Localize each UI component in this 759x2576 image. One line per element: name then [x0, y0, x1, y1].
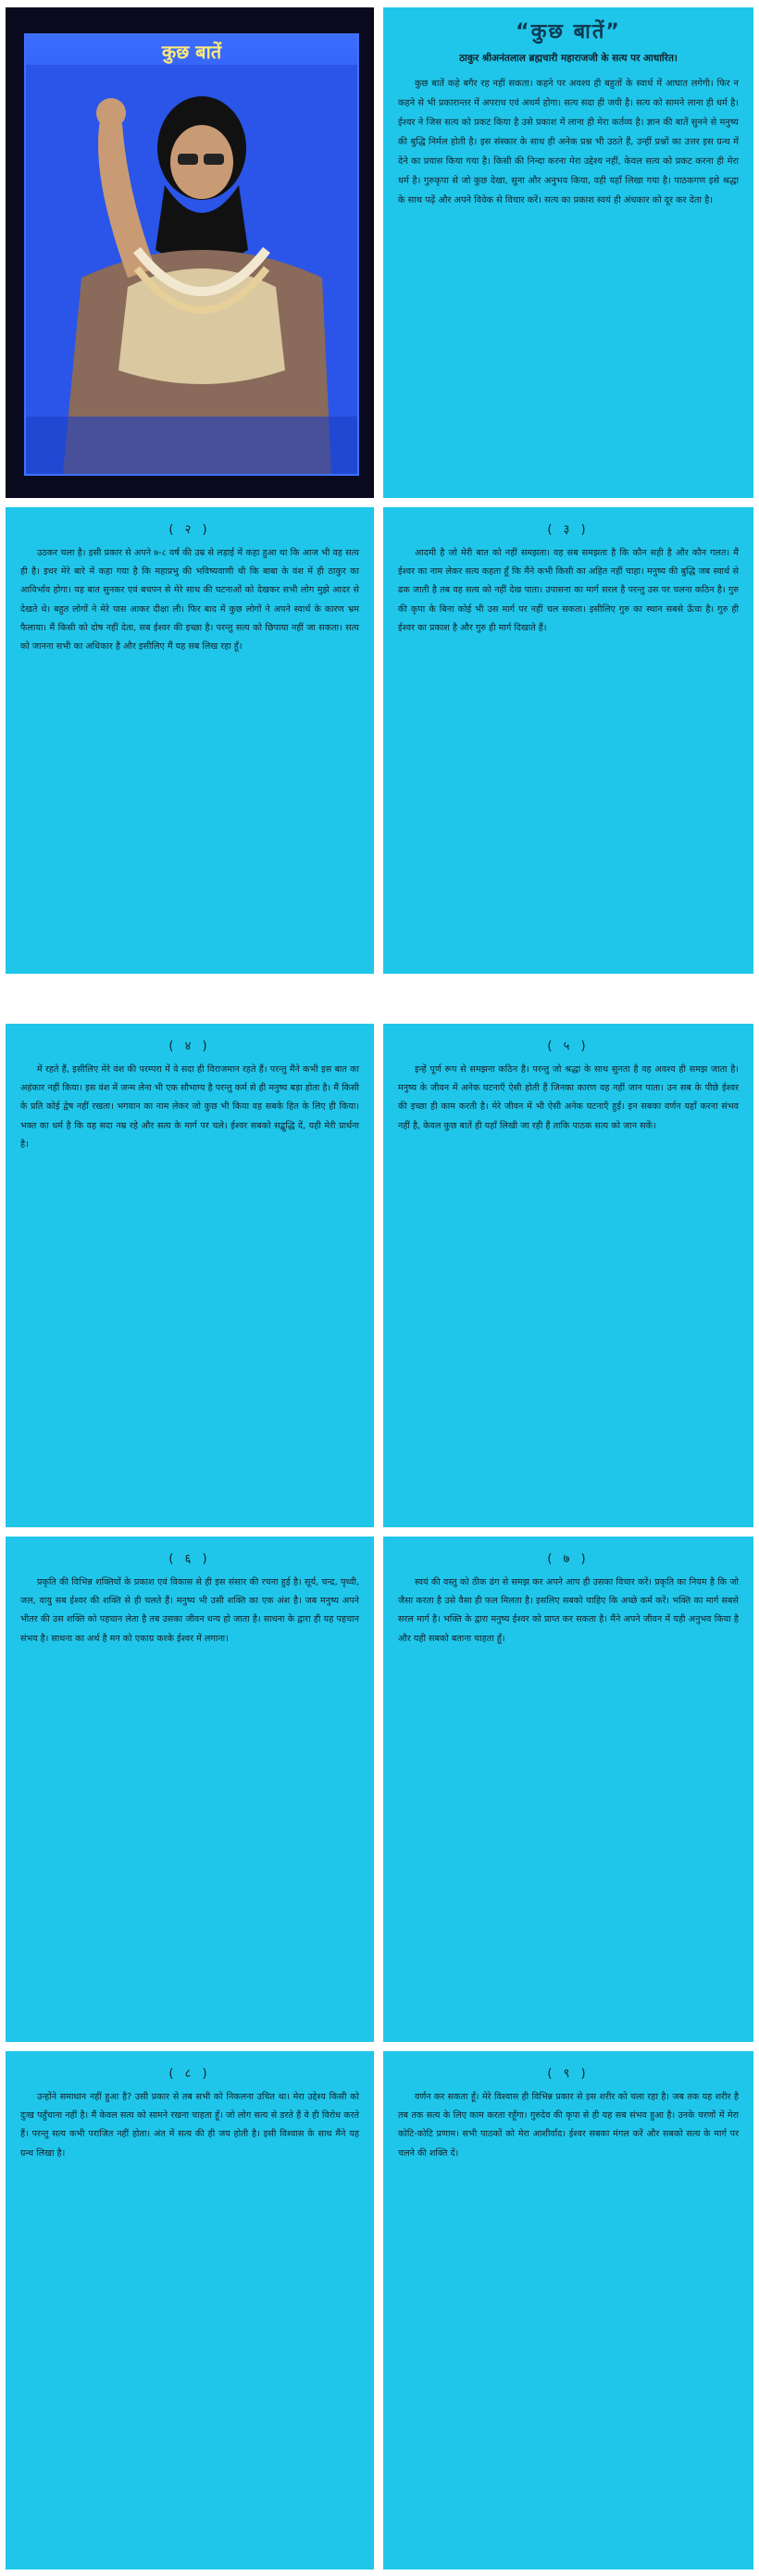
- page-body: [383, 1061, 753, 1136]
- page-text: में रहते हैं, इसीलिए मेरे वंश की परम्परा में वे सदा ही विराजमान रहते हैं। परन्तु मैंने कभी इस बात का अहंकार नहीं किया। इस वंश में जन्म लेना भी एक सौभाग्य है परन्तु कर्म से ही मनुष्य बड़ा होता है। मैं किसी के प्रति कोई द्वेष नहीं रखता। भगवान का नाम लेकर जो कुछ भी किया वह सबके हित के लिए ही किया। भक्त का धर्म है कि वह सदा नम्र रहे और सत्य के मार्ग पर चले। ईश्वर सबको सद्बुद्धि दें, यही मेरी प्रार्थना है।: [20, 1064, 359, 1150]
- page-number: ( ५ ): [547, 1039, 590, 1053]
- page-number: ( ४ ): [168, 1039, 211, 1053]
- page-number: ( ७ ): [547, 1552, 590, 1566]
- page-body: [6, 2088, 374, 2163]
- page-panel-6: [6, 1537, 374, 2042]
- page-text: आदमी है जो मेरी बात को नहीं समझता। वह सब समझता है कि कौन सही है और कौन गलत। मैं ईश्वर का नाम लेकर सत्य कहता हूँ कि मैंने कभी किसी का अहित नहीं चाहा। मनुष्य की बुद्धि जब स्वार्थ से ढक जाती है तब वह सत्य को नहीं देख पाता। उपासना का मार्ग सरल है परन्तु उस पर चलना कठिन है। गुरु की कृपा के बिना कोई भी उस मार्ग पर नहीं चल सकता। इसीलिए गुरु का स्थान सबसे ऊँचा है। गुरु ही ईश्वर का प्रकाश है और गुरु ही मार्ग दिखाते हैं।: [398, 548, 739, 633]
- page-panel-3: [383, 507, 753, 974]
- page-body: [6, 1061, 374, 1154]
- page-text: प्रकृति की विभिन्न शक्तियों के प्रकाश एवं विकास से ही इस संसार की रचना हुई है। सूर्य, चन्द्र, पृथ्वी, जल, वायु सब ईश्वर की शक्ति से ही चलते हैं। मनुष्य भी उसी शक्ति का एक अंश है। जब मनुष्य अपने भीतर की उस शक्ति को पहचान लेता है तब उसका जीवन धन्य हो जाता है। साधना के द्वारा ही यह पहचान संभव है। साधना का अर्थ है मन को एकाग्र करके ईश्वर में लगाना।: [20, 1577, 359, 1644]
- cover-panel: [6, 7, 374, 498]
- page-number: ( ८ ): [168, 2067, 211, 2081]
- intro-subtitle: ठाकुर श्रीअनंतलाल ब्रह्मचारी महाराजजी के सत्य पर आधारित।: [459, 53, 678, 64]
- page-text: वर्णन कर सकता हूँ। मेरे विश्वास ही विभिन्न प्रकार से इस शरीर को चला रहा है। जब तक यह शरीर है तब तक सत्य के लिए काम करता रहूँगा। गुरुदेव की कृपा से ही यह सब संभव हुआ है। उनके चरणों में मेरा कोटि-कोटि प्रणाम। सभी पाठकों को मेरा आशीर्वाद। ईश्वर सबका मंगल करें और सबको सत्य के मार्ग पर चलने की शक्ति दें।: [398, 2092, 739, 2159]
- page-body: [6, 1574, 374, 1649]
- cover-frame: [24, 33, 359, 476]
- page-panel-5: [383, 1024, 753, 1527]
- page-panel-8: [6, 2051, 374, 2570]
- portrait-image: [26, 65, 357, 474]
- page-text: स्वयं की वस्तु को ठीक ढंग से समझ कर अपने आप ही उसका विचार करें। प्रकृति का नियम है कि जो जैसा करता है उसे वैसा ही फल मिलता है। इसलिए सबको चाहिए कि अच्छे कर्म करें। भक्ति का मार्ग सबसे सरल मार्ग है। भक्ति के द्वारा मनुष्य ईश्वर को प्राप्त कर सकता है। मैंने अपने जीवन में यही अनुभव किया है और यही सबको बताना चाहता हूँ।: [398, 1577, 739, 1644]
- page-number: ( ६ ): [168, 1552, 211, 1566]
- page-panel-2: [6, 507, 374, 974]
- page-body: [383, 2088, 753, 2163]
- page-text: उठकर चला है। इसी प्रकार से अपने ७-८ वर्ष की उम्र से लड़ाई में कहा हुआ था कि आज भी वह सत्य ही है। इधर मेरे बारे में कहा गया है कि महाप्रभु की भविष्यवाणी थी कि बाबा के वंश में ही ठाकुर का आविर्भाव होगा। यह बात सुनकर एवं बचपन से मेरे साथ की घटनाओं को देखकर सभी लोग मुझे आदर से देखते थे। बहुत लोगों ने मेरे पास आकर दीक्षा ली। फिर बाद में कुछ लोगों ने अपने स्वार्थ के कारण भ्रम फैलाया। मैं किसी को दोष नहीं देता, सब ईश्वर की इच्छा है। परन्तु सत्य को छिपाया नहीं जा सकता। सत्य को जानना सभी का अधिकार है और इसीलिए मैं यह सब लिख रहा हूँ।: [20, 548, 359, 653]
- intro-panel: [383, 7, 753, 498]
- page-body: [383, 544, 753, 638]
- page-number: ( २ ): [168, 523, 211, 537]
- page-text: इन्हें पूर्ण रूप से समझना कठिन है। परन्तु जो श्रद्धा के साथ सुनता है वह अवश्य ही समझ जाता है। मनुष्य के जीवन में अनेक घटनाएँ ऐसी होती हैं जिनका कारण वह नहीं जान पाता। उन सब के पीछे ईश्वर की इच्छा ही काम करती है। मेरे जीवन में भी ऐसी अनेक घटनाएँ हुईं। इन सबका वर्णन यहाँ करना संभव नहीं है, केवल कुछ बातें ही यहाँ लिखी जा रही हैं ताकि पाठक सत्य को जान सकें।: [398, 1064, 739, 1131]
- cover-title: कुछ बातें: [161, 41, 222, 63]
- page-panel-9: [383, 2051, 753, 2570]
- page-number: ( ३ ): [547, 523, 590, 537]
- page-panel-7: [383, 1537, 753, 2042]
- intro-text: कुछ बातें कहे बगैर रह नहीं सकता। कहने पर अवश्य ही बहुतों के स्वार्थ में आघात लगेगी। फिर न कहने से भी प्रकारान्तर में अपराध एवं अधर्म होगा। सत्य सदा ही जयी है। सत्य को सामने लाना ही धर्म है। ईश्वर ने जिस सत्य को प्रकट किया है उसे प्रकाश में लाना ही मेरा कर्तव्य है। ज्ञान की बातें सुनने से मनुष्य की बुद्धि निर्मल होती है। इस संस्कार के साथ ही अनेक प्रश्न भी उठते हैं, उन्हीं प्रश्नों का उत्तर इस ग्रन्थ में देने का प्रयास किया गया है। किसी की निन्दा करना मेरा उद्देश्य नहीं, केवल सत्य को प्रकट करना ही मेरा धर्म है। गुरुकृपा से जो कुछ देखा, सुना और अनुभव किया, वही यहाँ लिखा गया है। पाठकगण इसे श्रद्धा के साथ पढ़ें और अपने विवेक से विचार करें। सत्य का प्रकाश स्वयं ही अंधकार को दूर कर देता है।: [398, 79, 739, 205]
- intro-body: [383, 74, 753, 210]
- page-panel-4: [6, 1024, 374, 1527]
- page-text: उन्होंने समाधान नहीं हुआ है? उसी प्रकार से तब सभी को निकलना उचित था। मेरा उद्देश्य किसी को दुःख पहुँचाना नहीं है। मैं केवल सत्य को सामने रखना चाहता हूँ। जो लोग सत्य से डरते हैं वे ही विरोध करते हैं। परन्तु सत्य कभी पराजित नहीं होता। अंत में सत्य की ही जय होती है। इसी विश्वास के साथ मैंने यह ग्रन्थ लिखा है।: [20, 2092, 359, 2159]
- page-body: [383, 1574, 753, 1649]
- intro-title: “कुछ बातें”: [516, 20, 621, 44]
- page-number: ( ९ ): [547, 2067, 590, 2081]
- page-body: [6, 544, 374, 656]
